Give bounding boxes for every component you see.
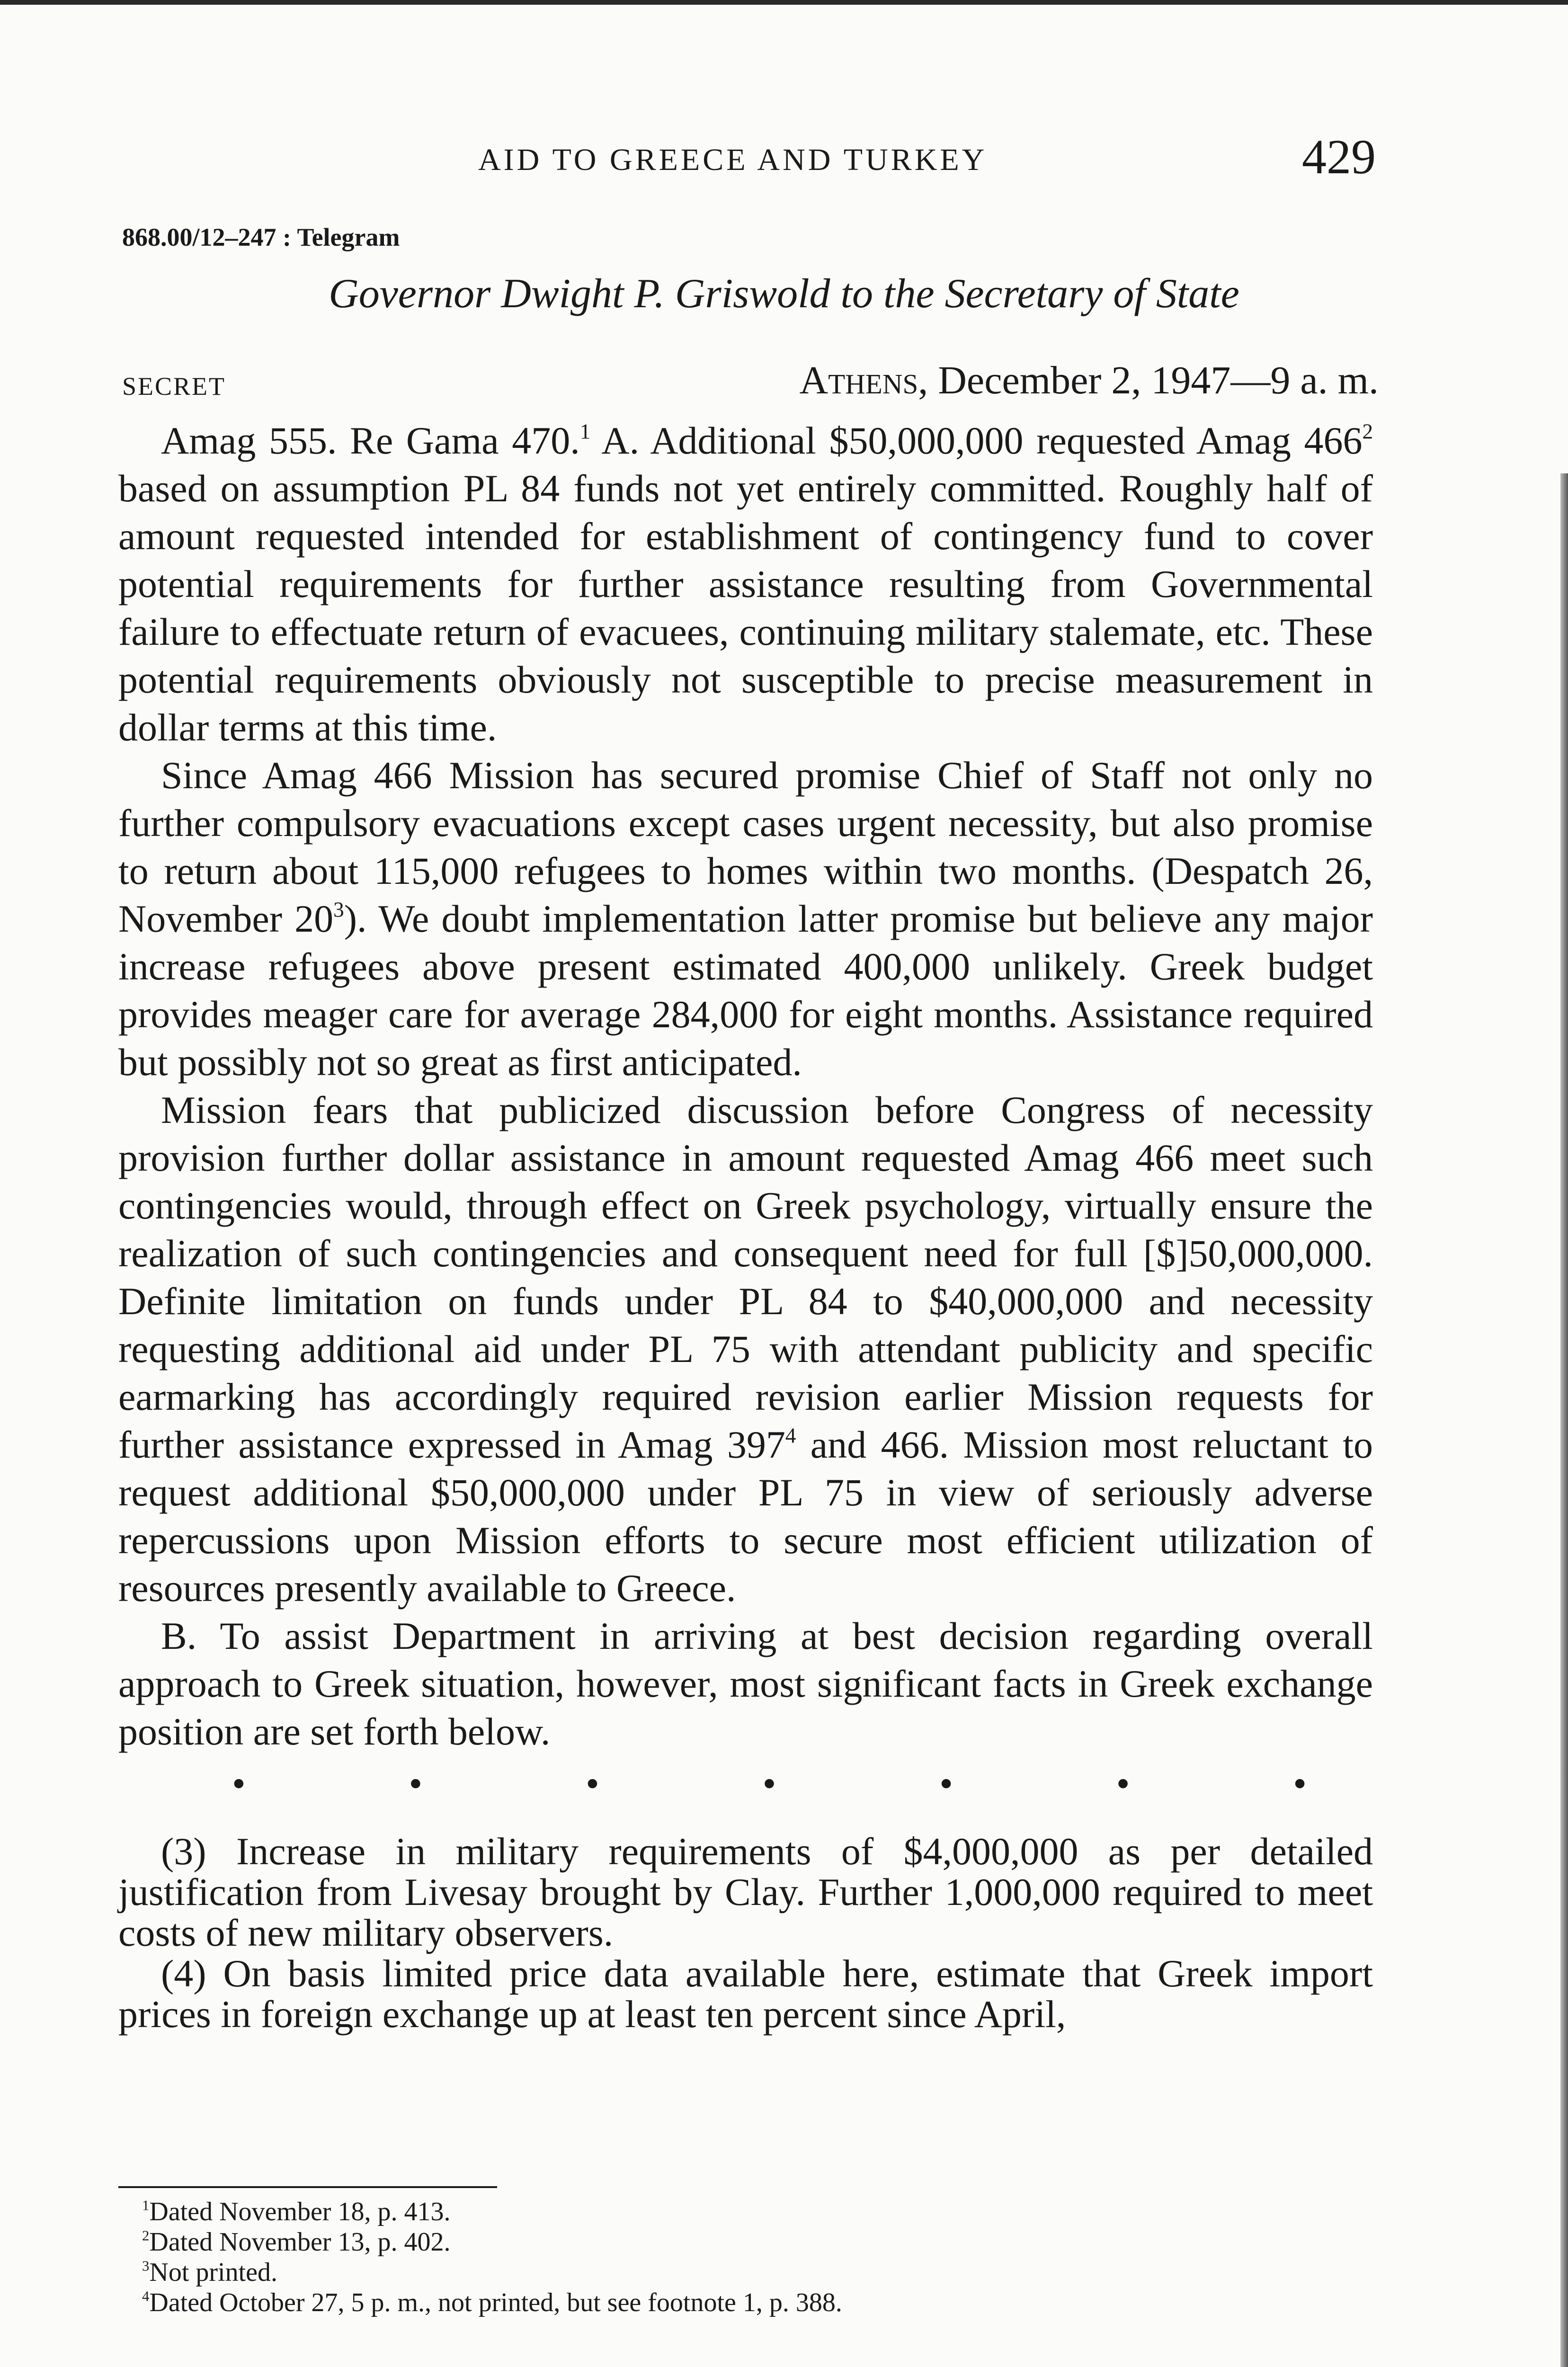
classification-label: SECRET [122, 372, 226, 400]
paragraph-3: Mission fears that publicized discussion before Congress of necessity provision further dollar assistance in amount requested Amag 466 meet such contingencies would, through effect on Greek psychology, virtually ensure the realization of such contingencies and consequent need for full [$]50,000,000. Definite limitation on funds under PL 84 to $40,000,000 and necessity requesting additional aid under PL 75 with attendant publicity and specific earmarking has accordingly required revision earlier Mission requests for further assistance expressed in Amag $397^4$ and 466. Mission most reluctant to request additional $50,000,000 under PL 75 in view of seriously adverse repercussions upon Mission efforts to secure most efficient utilization of resources presently available to Greece. [118, 1088, 1373, 1610]
dateline [799, 357, 1379, 403]
page-number: 429 [1302, 130, 1376, 184]
document-title: Governor Dwight P. Griswold to the Secretary of State [329, 271, 1239, 317]
footnote-4: $^4$Dated October 27, 5 p. m., not printed, but see footnote 1, p. 388. [142, 2288, 842, 2317]
item-3: (3) Increase in military requirements of $4,000,000 as per detailed justification from Livesay brought by Clay. Further 1,000,000 required to meet costs of new military observers. [118, 1830, 1373, 1954]
paragraph-2: Since Amag 466 Mission has secured promise Chief of Staff not only no further compulsory evacuations except cases urgent necessity, but also promise to return about 115,000 refugees to homes within two months. (Despatch 26, November $20^3$). We doubt implementation latter promise but believe any major increase refugees above present estimated 400,000 unlikely. Greek budget provides meager care for average 284,000 for eight months. Assistance required but possibly not so great as first anticipated. [118, 754, 1373, 1084]
page-edge-shadow [1560, 473, 1568, 2367]
ellipsis-dot: • [762, 1762, 776, 1805]
dateline-place: Athens, [799, 358, 928, 402]
top-edge-rule [0, 0, 1568, 5]
ellipsis-dot: • [409, 1762, 423, 1805]
ellipsis-dot: • [939, 1762, 953, 1805]
footnote-ref-1: 1 [579, 419, 591, 444]
ellipsis-dot: • [1293, 1762, 1307, 1805]
ellipsis-dot: • [586, 1762, 599, 1805]
item-4: (4) On basis limited price data available here, estimate that Greek import prices in foreign exchange up at least ten percent since April, [118, 1952, 1373, 2036]
omission-ellipsis [232, 1762, 1307, 1805]
footnote-3: $^3$Not printed. [142, 2258, 278, 2287]
dateline-date: December 2, 1947—9 a. m. [938, 358, 1379, 402]
footnote-ref-4: 4 [785, 1424, 796, 1448]
footnote-divider [118, 2186, 497, 2188]
running-head: AID TO GREECE AND TURKEY [478, 142, 988, 177]
paragraph-1: Amag 555. Re Gama 470.$^1$ A. Additional $50,000,000 requested Amag $466^2$ based on assumption PL 84 funds not yet entirely committed. Roughly half of amount requested intended for establishment of contingency fund to cover potential requirements for further assistance resulting from Governmental failure to effectuate return of evacuees, continuing military stalemate, etc. These potential requirements obviously not susceptible to precise measurement in dollar terms at this time. [118, 419, 1373, 749]
paragraph-b: B. To assist Department in arriving at best decision regarding overall approach to Greek situation, however, most significant facts in Greek exchange position are set forth below. [118, 1614, 1373, 1753]
footnote-2: $^2$Dated November 13, p. 402. [142, 2227, 451, 2257]
footnote-1: $^1$Dated November 18, p. 413. [142, 2197, 451, 2226]
telegram-body [118, 417, 1373, 2035]
ellipsis-dot: • [1116, 1762, 1130, 1805]
document-reference: 868.00/12–247 : Telegram [122, 223, 400, 251]
footnote-ref-2: 2 [1362, 419, 1373, 444]
ellipsis-dot: • [232, 1762, 246, 1805]
numbered-items [118, 1831, 1373, 2035]
footnote-ref-3: 3 [333, 898, 344, 922]
footnotes [142, 2197, 842, 2318]
